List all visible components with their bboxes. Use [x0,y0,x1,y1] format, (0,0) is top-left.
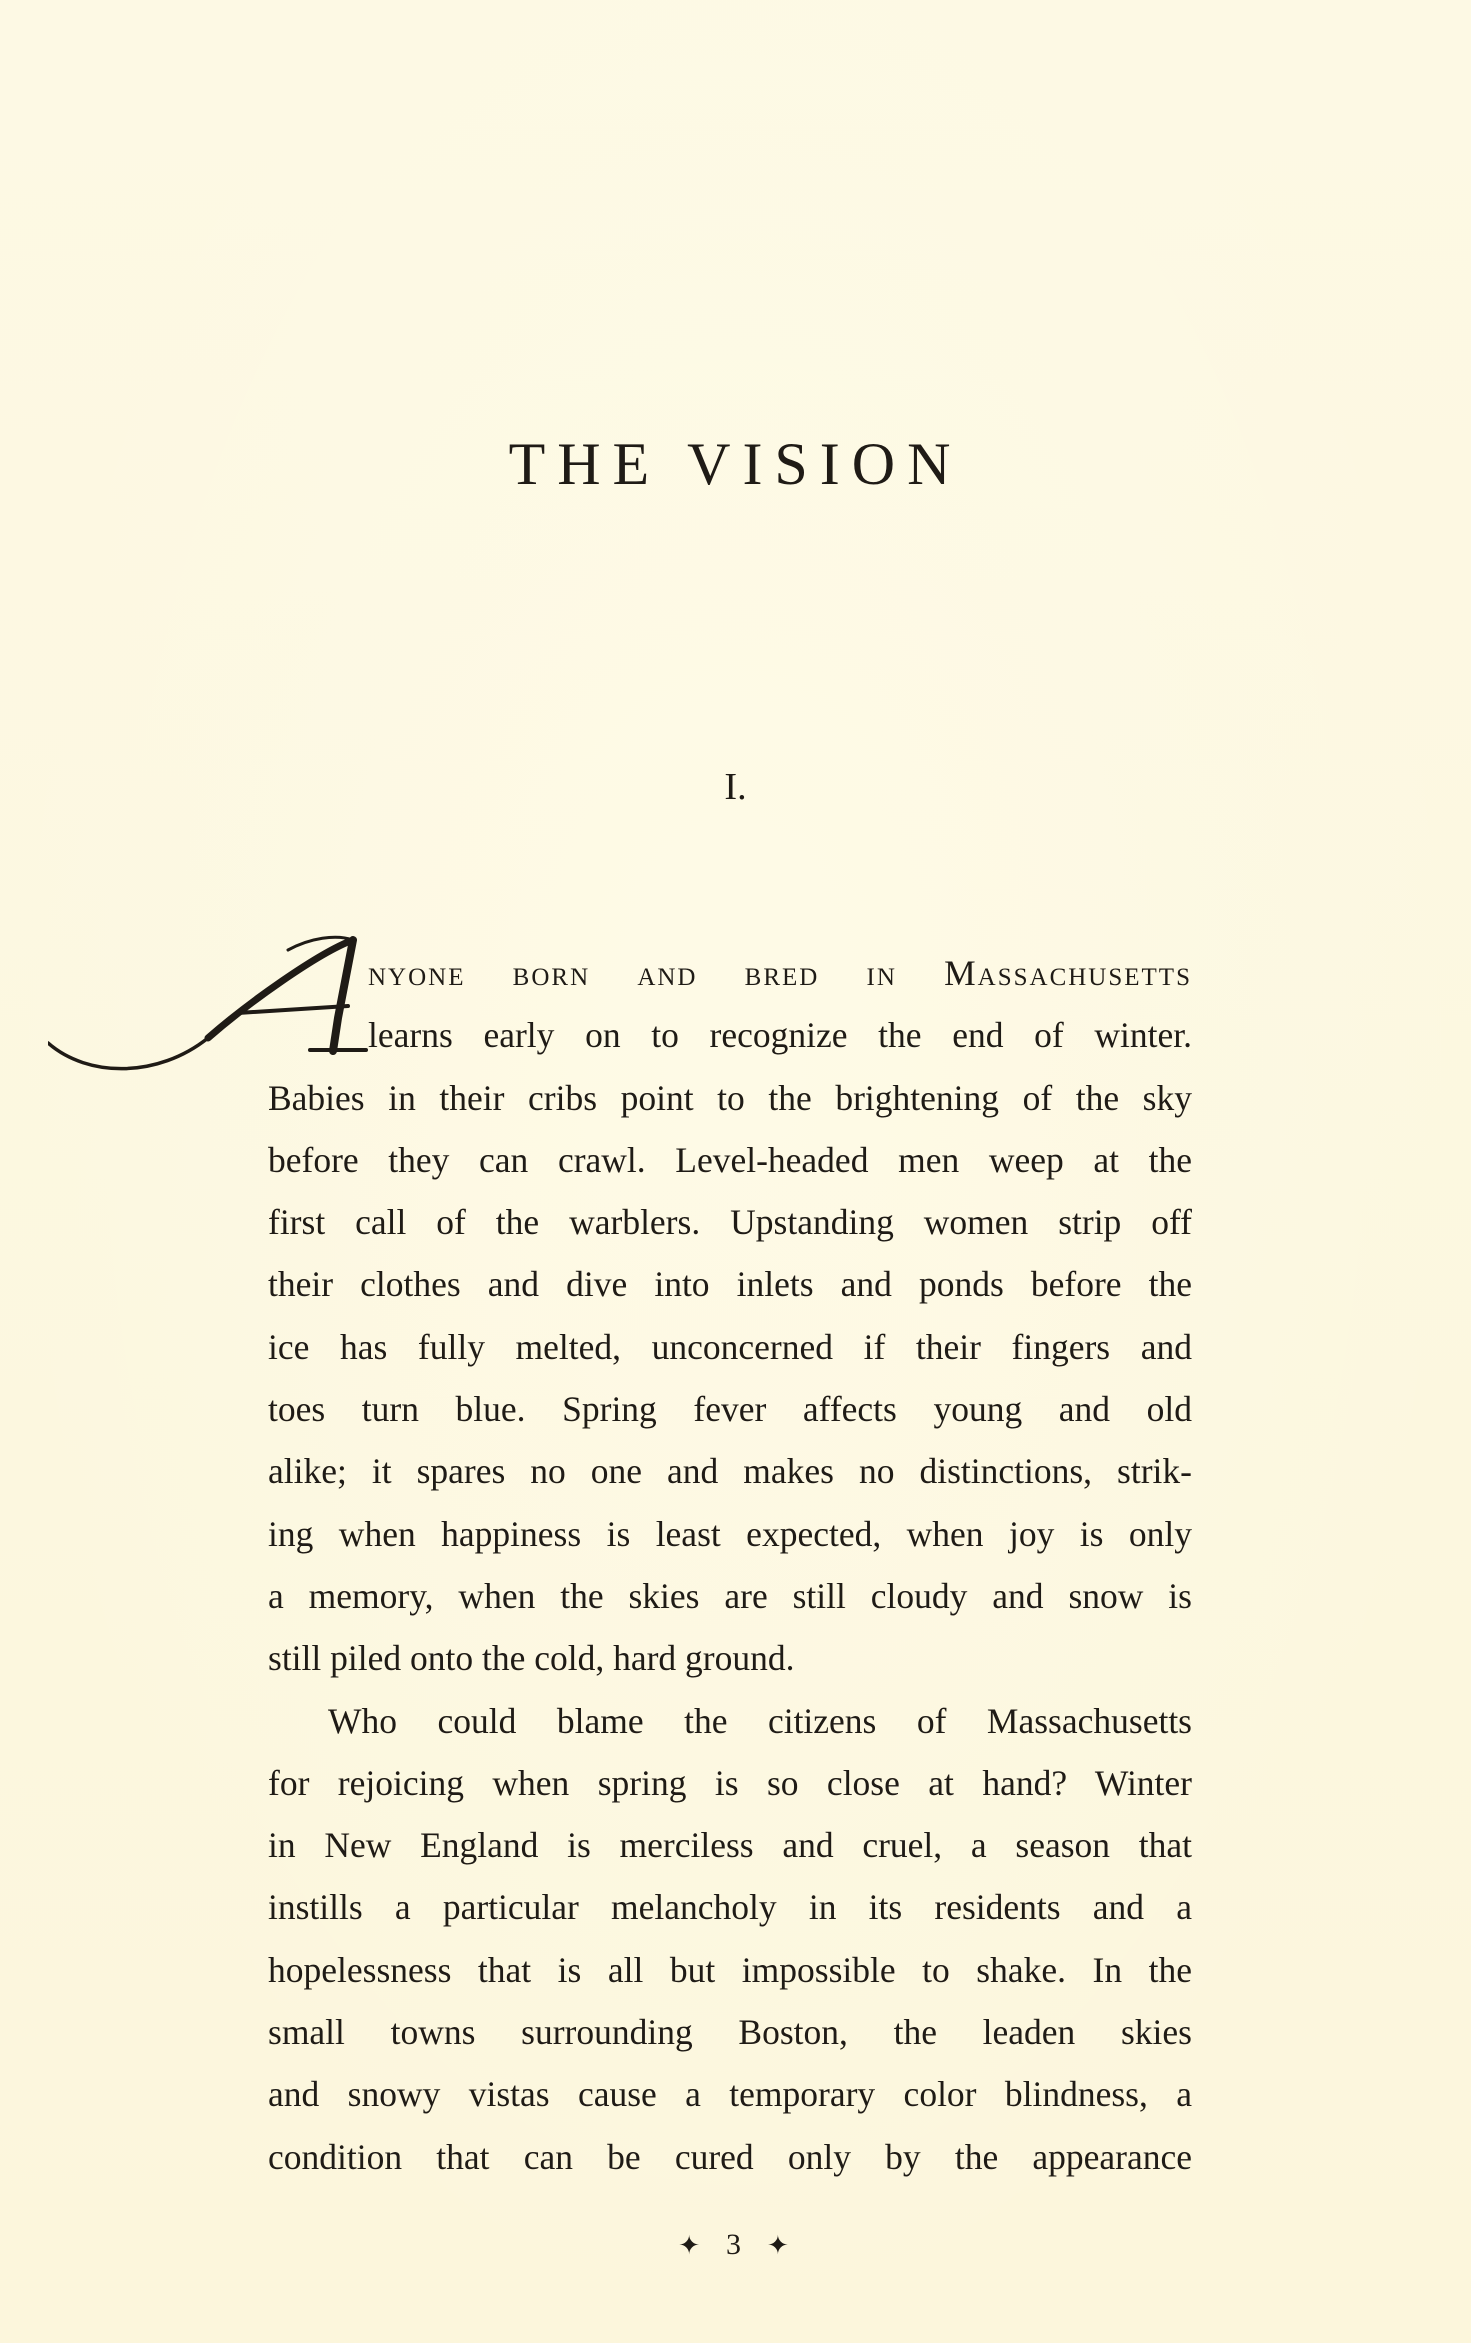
text-line: first call of the warblers. Upstanding women strip off [268,1202,1192,1243]
text-line: ice has fully melted, unconcerned if their fingers and [268,1326,1192,1367]
text-line: alike; it spares no one and makes no distinctions, strik- [268,1451,1192,1492]
chapter-title: THE VISION [508,431,963,497]
text-line: in New England is merciless and cruel, a season that [268,1825,1192,1866]
text-line: Babies in their cribs point to the brightening of the sky [268,1077,1192,1118]
text-line: instills a particular melancholy in its residents and a [268,1887,1192,1928]
body-text [268,942,1192,2188]
ornament-icon: ✦ [767,2231,793,2260]
page-folio [0,2228,1471,2262]
text-line: ing when happiness is least expected, when joy is only [268,1513,1192,1554]
text-line: before they can crawl. Level-headed men weep at the [268,1139,1192,1180]
text-line: Who could blame the citizens of Massachusetts [328,1700,1192,1741]
text-line: nyone born and bred in Massachusetts [368,953,1192,993]
text-line: hopelessness that is all but impossible to shake. In the [268,1949,1192,1990]
page-number: 3 [726,2228,745,2261]
text-line: learns early on to recognize the end of winter. [368,1015,1192,1056]
text-line: condition that can be cured only by the appearance [268,2136,1192,2177]
text-line: and snowy vistas cause a temporary color blindness, a [268,2074,1192,2115]
text-line: small towns surrounding Boston, the leaden skies [268,2012,1192,2053]
text-line: for rejoicing when spring is so close at hand? Winter [268,1762,1192,1803]
ornament-icon: ✦ [678,2231,704,2260]
text-line: their clothes and dive into inlets and ponds before the [268,1264,1192,1305]
text-line: still piled onto the cold, hard ground. [268,1638,795,1679]
text-line: a memory, when the skies are still cloudy and snow is [268,1575,1192,1616]
text-line: toes turn blue. Spring fever affects young and old [268,1389,1192,1430]
section-numeral: I. [724,766,747,808]
